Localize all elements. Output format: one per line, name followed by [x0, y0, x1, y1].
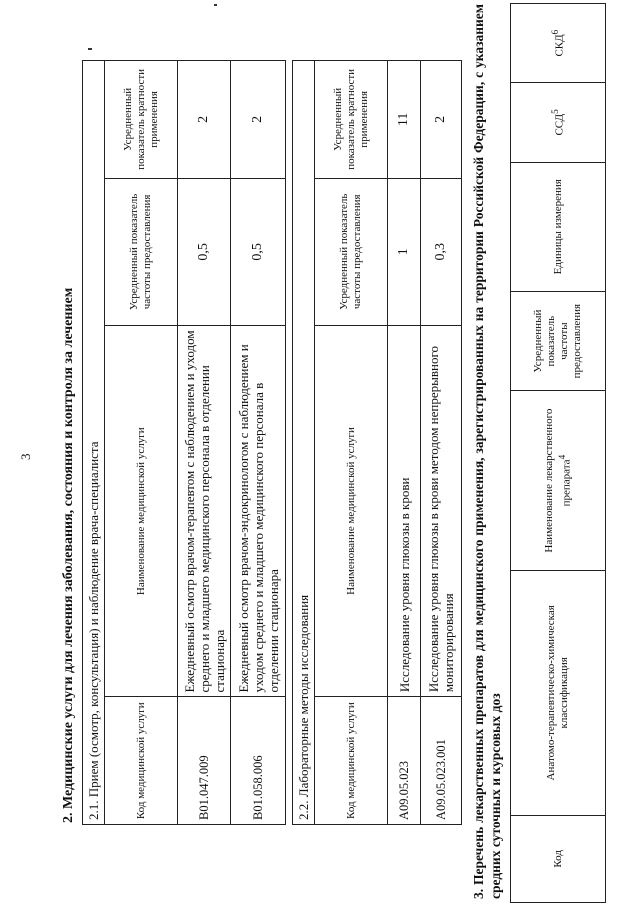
row-multiplicity: 2	[178, 61, 231, 179]
header-code: Код	[511, 815, 606, 902]
table-row	[388, 61, 421, 825]
row-name: Исследование уровня глюкозы в крови	[388, 325, 421, 696]
row-code: B01.058.006	[231, 697, 286, 825]
row-frequency: 1	[388, 178, 421, 325]
scan-speck	[214, 4, 217, 6]
row-multiplicity: 2	[231, 61, 286, 179]
header-atc: Анатомо-терапевтическо-химическая классификация	[511, 570, 606, 815]
table-row	[178, 61, 231, 825]
header-ssd-text: ССД	[553, 113, 566, 136]
header-frequency: Усредненный показатель частоты предоставления	[511, 291, 606, 390]
table-caption: 2.2. Лабораторные методы исследования	[293, 61, 315, 825]
header-ssd	[511, 83, 606, 162]
header-drug-name-text: Наименование лекарственного препарата	[542, 408, 573, 553]
footnote-marker: 5	[550, 109, 561, 114]
row-code: A09.05.023.001	[421, 697, 462, 825]
row-multiplicity: 2	[421, 61, 462, 179]
row-code: B01.047.009	[178, 697, 231, 825]
header-name: Наименование медицинской услуги	[315, 325, 388, 696]
table-lab-methods	[292, 60, 462, 825]
scan-speck	[88, 48, 92, 50]
table-drugs	[510, 3, 606, 903]
header-multiplicity: Усредненный показатель кратности применения	[105, 61, 178, 179]
table-caption: 2.1. Прием (осмотр, консультация) и наблюдение врача-специалиста	[83, 61, 105, 825]
row-frequency: 0,5	[178, 178, 231, 325]
header-frequency: Усредненный показатель частоты предоставления	[105, 178, 178, 325]
footnote-marker: 4	[556, 454, 567, 460]
header-multiplicity: Усредненный показатель кратности применения	[315, 61, 388, 179]
table-consultations	[82, 60, 286, 825]
row-code: A09.05.023	[388, 697, 421, 825]
row-frequency: 0,5	[231, 178, 286, 325]
section-2-title: 2. Медицинские услуги для лечения заболевания, состояния и контроля за лечением	[61, 287, 76, 823]
header-drug-name	[511, 391, 606, 571]
header-units: Единицы измерения	[511, 162, 606, 291]
header-frequency: Усредненный показатель частоты предоставления	[315, 178, 388, 325]
row-name: Ежедневный осмотр врачом-эндокринологом с наблюдением и уходом среднего и младшего медицинского персонала в отделении стационара	[231, 326, 286, 698]
section-3-title: 3. Перечень лекарственных препаратов для медицинского применения, зарегистрированных на территории Российской Федерации, с указанием средних суточных и курсовых доз	[471, 4, 503, 899]
page-number: 3	[18, 453, 33, 460]
header-name: Наименование медицинской услуги	[105, 326, 178, 698]
row-frequency: 0,3	[421, 178, 462, 325]
header-skd-text: СКД	[553, 34, 566, 57]
table-row	[421, 61, 462, 825]
header-code: Код медицинской услуги	[105, 697, 178, 825]
row-name: Исследование уровня глюкозы в крови методом непрерывного мониторирования	[421, 325, 462, 696]
header-skd	[511, 4, 606, 83]
table-row	[231, 61, 286, 825]
header-code: Код медицинской услуги	[315, 697, 388, 825]
row-multiplicity: 11	[388, 61, 421, 179]
footnote-marker: 6	[550, 29, 561, 35]
row-name: Ежедневный осмотр врачом-терапевтом с наблюдением и уходом среднего и младшего медицинского персонала в отделении стационара	[178, 326, 231, 698]
